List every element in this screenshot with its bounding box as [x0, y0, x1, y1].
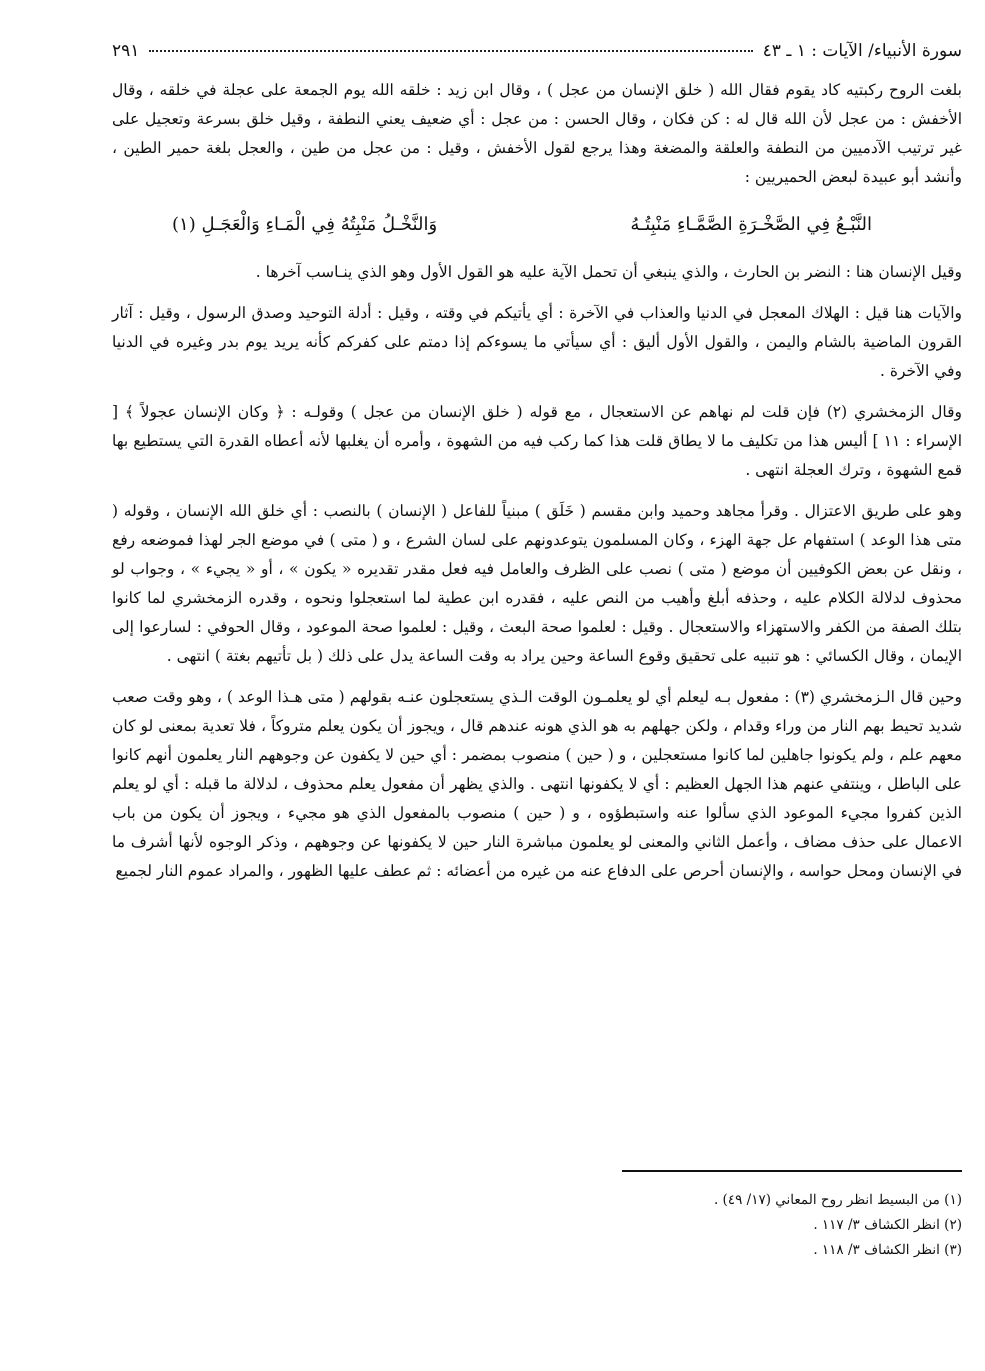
verse-second-hemistich: وَالنَّخْـلُ مَنْبِتُهُ فِي الْمَـاءِ وَالْعَجَـلِ (١): [172, 214, 438, 235]
paragraph-1: بلغت الروح ركبتيه كاد يقوم فقال الله ( خلق الإنسان من عجل ) ، وقال ابن زيد : خلقه الله يوم الجمعة على عجلة في خلقه ، وقال الأخفش : من عجل لأن الله قال له : كن فكان ، وقال الحسن : من عجل : أي ضعيف يعني النطفة ، وقيل خلق بسرعة وتعجيل على غير ترتيب الآدميين من النطفة والعلقة والمضغة وهذا يرجع لقول الأخفش ، وقيل : من عجل من طين ، والعجل بلغة حمير الطين ، وأنشد أبو عبيدة لبعض الحميريين :: [112, 81, 962, 186]
paragraph-4: وقال الزمخشري (٢) فإن قلت لم نهاهم عن الاستعجال ، مع قوله ( خلق الإنسان من عجل ) وقولـه : ﴿ وكان الإنسان عجولاً ﴾ [ الإسراء : ١١ ] أليس هذا من تكليف ما لا يطاق قلت هذا كما ركب فيه من الشهوة ، وأمره أن يغلبها لأنه أعطاه القدرة التي يستطيع بها قمع الشهوة ، وترك العجلة انتهى .: [112, 403, 963, 479]
paragraph-2: وقيل الإنسان هنا : النضر بن الحارث ، والذي ينبغي أن تحمل الآية عليه هو القول الأول وهو الذي ينـاسب آخرها .: [255, 263, 962, 281]
paragraph-6: وحين قال الـزمخشري (٣) : مفعول بـه ليعلم أي لو يعلمـون الوقت الـذي يستعجلون عنـه بقولهم ( متى هـذا الوعد ) ، وهو وقت صعب شديد تحيط بهم النار من وراء وقدام ، ولكن جهلهم به هو الذي هونه عندهم قال ، ويجوز أن يكون يعلم متروكاً ، فلا تعدية بمعنى لو كان معهم علم ، ولم يكونوا جاهلين لما كانوا مستعجلين ، و ( حين ) منصوب بمضمر : أي حين لا يكفون عن وجوههم النار يعلمون أنهم كانوا على الباطل ، وينتفي عنهم هذا الجهل العظيم : أي لا يكفونها انتهى . والذي يظهر أن مفعول يعلم محذوف ، لدلالة ما قبله : أي لو يعلم الذين كفروا مجيء الموعود الذي سألوا عنه واستبطؤوه ، و ( حين ) منصوب بالمفعول الذي هو مجيء ، ويجوز أن يكون من باب الاعمال على حذف مضاف ، وأعمل الثاني والمعنى لو يعلمون مباشرة النار حين لا يكفونها عن وجوههم ، وذكر الوجوه لأنها أشرف ما في الإنسان ومحل حواسه ، والإنسان أحرص على الدفاع عنه من غيره من أعضائه : ثم عطف عليها الظهور ، والمراد عموم النار لجميع: [112, 688, 962, 880]
footnote-3: (٣) انظر الكشاف ٣/ ١١٨ .: [813, 1242, 962, 1258]
verse-first-hemistich: النَّبْـعُ فِي الصَّخْـرَةِ الصَّمَّـاءِ مَنْبِتُـهُ: [630, 214, 872, 235]
footnote-2: (٢) انظر الكشاف ٣/ ١١٧ .: [813, 1217, 962, 1233]
footnote-1: (١) من البسيط انظر روح المعاني (١٧/ ٤٩) .: [713, 1192, 962, 1208]
paragraph-3: والآيات هنا قيل : الهلاك المعجل في الدنيا والعذاب في الآخرة : أي يأتيكم في وقته ، وقيل : أدلة التوحيد وصدق الرسول ، وقيل : آثار القرون الماضية بالشام واليمن ، والقول الأول أليق : أي سيأتي ما يسوءكم إذا دمتم على كفركم كأنه يريد يوم بدر وغيره في الدنيا وفي الآخرة .: [112, 304, 962, 380]
book-page: [112, 40, 962, 1340]
footnote-divider: [622, 1170, 962, 1172]
footnotes: [112, 1188, 962, 1263]
surah-title: سورة الأنبياء/ الآيات : ١ ـ ٤٣: [762, 41, 962, 61]
leader-dots: [149, 36, 752, 52]
poetry-verse: [112, 204, 962, 252]
paragraph-5: وهو على طريق الاعتزال . وقرأ مجاهد وحميد وابن مقسم ( خَلَق ) مبنياً للفاعل ( الإنسان ) بالنصب : أي خلق الله الإنسان ، وقوله ( متى هذا الوعد ) استفهام عل جهة الهزء ، وكان المسلمون يتوعدونهم على لسان الشرع ، و ( متى ) في موضع الجر لهذا فموضعه رفع ، ونقل عن بعض الكوفيين أن موضع ( متى ) نصب على الظرف والعامل فيه فعل مقدر تقديره « يكون » ، أو « يجيء » ، وجواب لو محذوف لدلالة الكلام عليه ، وحذفه أبلغ وأهيب من النص عليه ، فقدره ابن عطية لما استعجلوا ونحوه ، وقدره الزمخشري لما كانوا بتلك الصفة من الكفر والاستهزاء والاستعجال . وقيل : لعلموا صحة البعث ، وقيل : لعلموا صحة الموعود ، وقال الحوفي : لسارعوا إلى الإيمان ، وقال الكسائي : هو تنبيه على تحقيق وقوع الساعة وحين يراد به وقت الساعة يدل على ذلك ( بل تأتيهم بغتة ) انتهى .: [112, 502, 962, 665]
running-header: [112, 40, 962, 76]
page-number: ٢٩١: [112, 41, 140, 61]
